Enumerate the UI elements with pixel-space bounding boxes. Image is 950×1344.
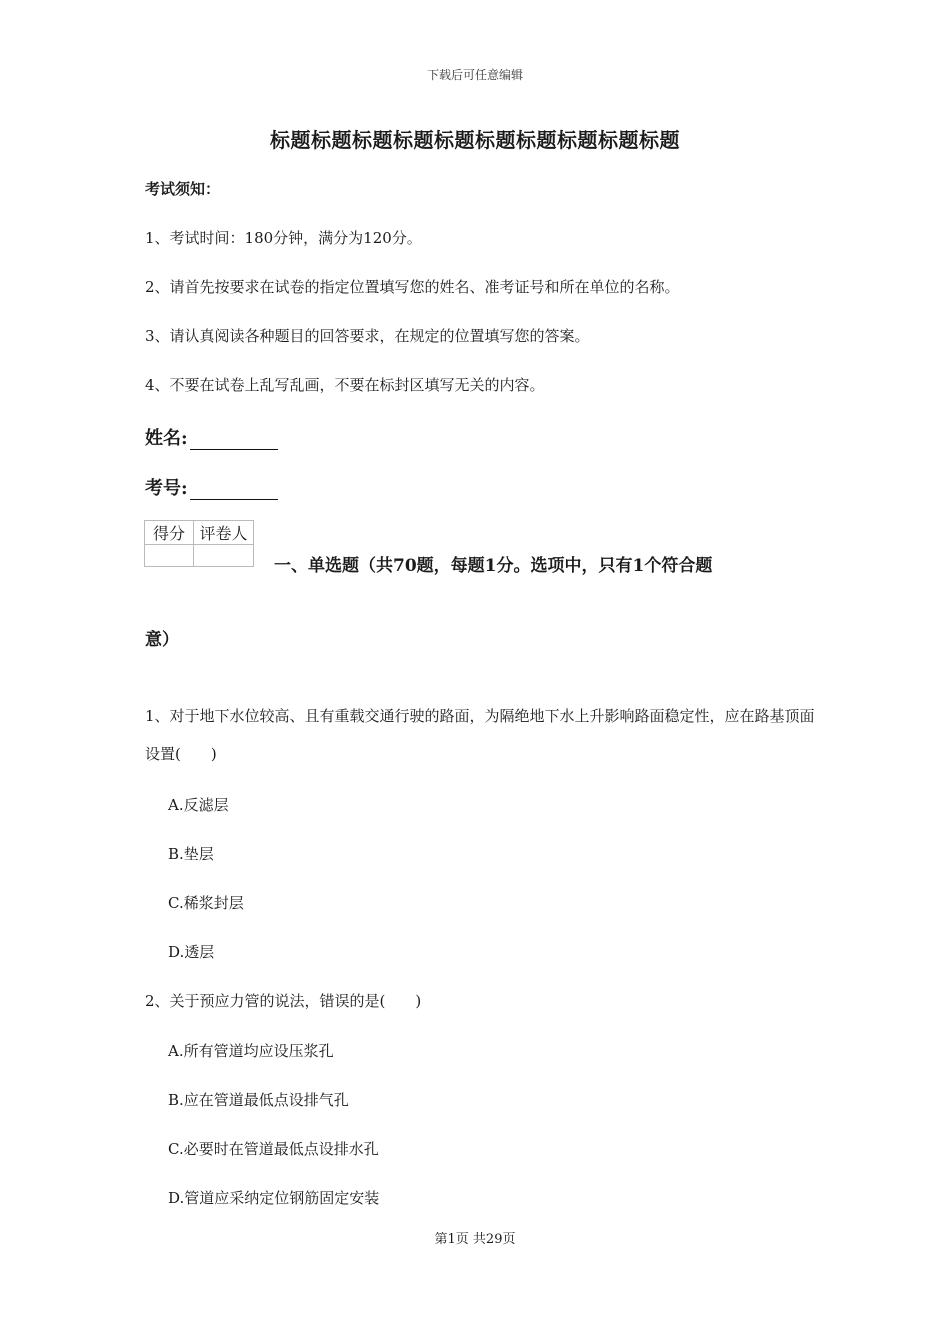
- question-option: A.反滤层: [168, 796, 229, 814]
- section-title-continued: 意）: [145, 630, 179, 650]
- notice-heading: 考试须知：: [145, 180, 221, 198]
- name-label: 姓名:: [145, 428, 188, 449]
- page-footer: 第1页 共29页: [434, 1232, 516, 1247]
- notice-rule: 4、不要在试卷上乱写乱画，不要在标封区填写无关的内容。: [145, 376, 545, 394]
- question-option: C.必要时在管道最低点设排水孔: [168, 1140, 379, 1158]
- question-stem: 2、关于预应力管的说法，错误的是( ): [145, 992, 422, 1010]
- exam-id-blank[interactable]: [190, 481, 278, 500]
- score-table: [144, 520, 254, 567]
- exam-id-field: [145, 474, 278, 500]
- question-option: B.应在管道最低点设排气孔: [168, 1091, 349, 1109]
- question-stem: 1、对于地下水位较高、且有重载交通行驶的路面，为隔绝地下水上升影响路面稳定性，应在路基顶面设置( ): [145, 707, 815, 763]
- name-blank[interactable]: [190, 431, 278, 450]
- section-title: 一、单选题（共70题，每题1分。选项中，只有1个符合题: [274, 556, 713, 576]
- question-option: A.所有管道均应设压浆孔: [168, 1042, 334, 1060]
- document-title: 标题标题标题标题标题标题标题标题标题标题: [270, 128, 680, 152]
- question-option: D.透层: [168, 943, 215, 961]
- question-option: B.垫层: [168, 845, 214, 863]
- question-option: D.管道应采纳定位钢筋固定安装: [168, 1189, 380, 1207]
- header-note: 下载后可任意编辑: [426, 68, 523, 82]
- notice-rule: 3、请认真阅读各种题目的回答要求，在规定的位置填写您的答案。: [145, 327, 590, 345]
- notice-rule: 2、请首先按要求在试卷的指定位置填写您的姓名、准考证号和所在单位的名称。: [145, 278, 680, 296]
- grader-header: 评卷人: [194, 521, 254, 545]
- notice-rule: 1、考试时间：180分钟，满分为120分。: [145, 229, 422, 247]
- score-cell: [145, 545, 194, 567]
- grader-cell: [194, 545, 254, 567]
- exam-id-label: 考号:: [145, 478, 188, 499]
- score-header: 得分: [145, 521, 194, 545]
- question-option: C.稀浆封层: [168, 894, 244, 912]
- name-field: [145, 424, 278, 450]
